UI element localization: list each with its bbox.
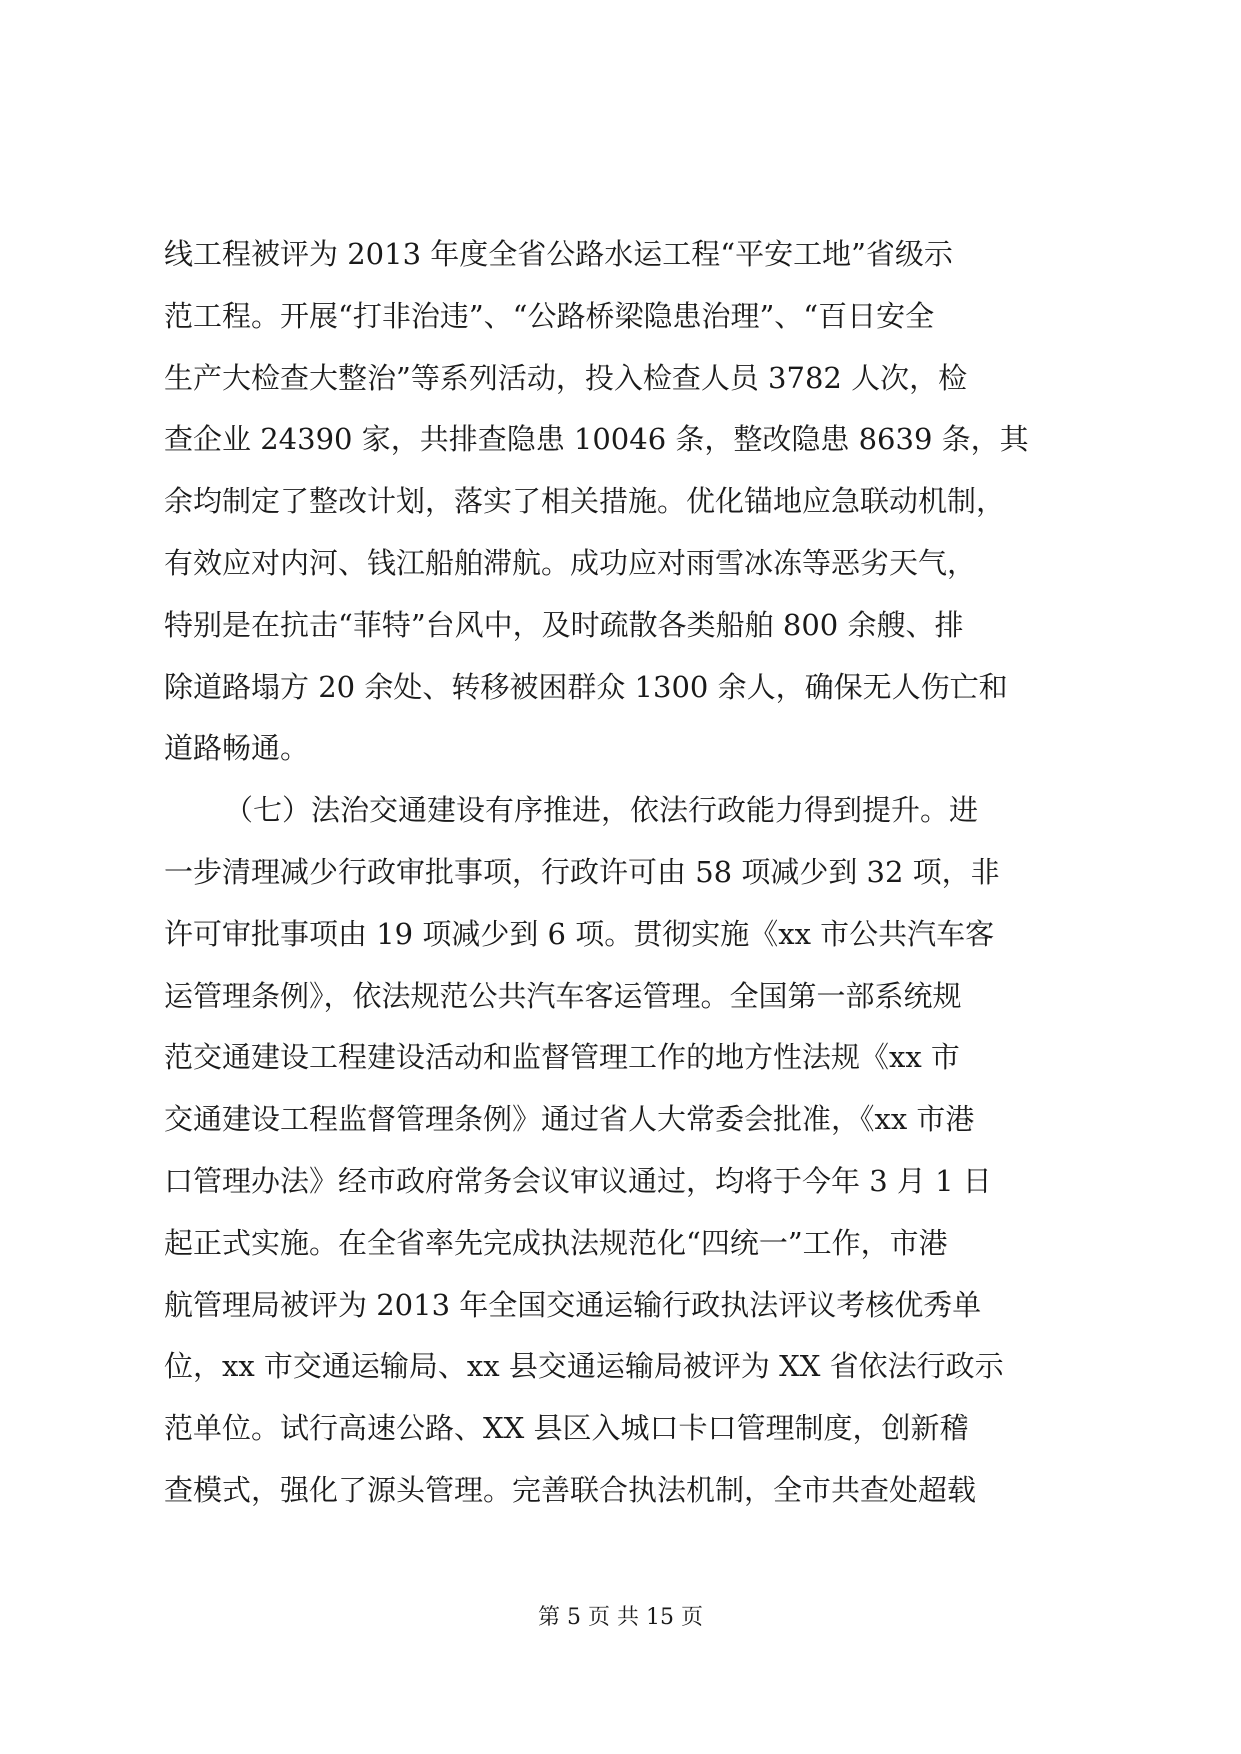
text-line [164,1460,1094,1522]
text-line [164,1027,1094,1089]
text-line-content: 生产大检查大整治”等系列活动，投入检查人员 3782 人次，检 [164,360,968,395]
text-line-content: 道路畅通。 [164,731,310,766]
text-line [164,657,1094,719]
text-line-content: 航管理局被评为 2013 年全国交通运输行政执法评议考核优秀单 [164,1287,982,1322]
text-line-content: 位，xx 市交通运输局、xx 县交通运输局被评为 XX 省依法行政示 [164,1349,1004,1384]
text-line [164,471,1094,533]
text-line [164,1151,1094,1213]
text-line-content: 交通建设工程监督管理条例》通过省人大常委会批准，《xx 市港 [164,1102,975,1137]
text-line [164,224,1094,286]
text-line [164,842,1094,904]
text-line-content: 一步清理减少行政审批事项，行政许可由 58 项减少到 32 项，非 [164,854,1000,889]
text-line-content: 许可审批事项由 19 项减少到 6 项。贯彻实施《xx 市公共汽车客 [164,916,995,951]
text-line [164,286,1094,348]
text-line [164,1213,1094,1275]
text-line [164,533,1094,595]
text-line [164,1398,1094,1460]
text-line [164,1275,1094,1337]
text-line-content: 运管理条例》，依法规范公共汽车客运管理。全国第一部系统规 [164,978,962,1013]
text-line-content: 查模式，强化了源头管理。完善联合执法机制，全市共查处超载 [164,1472,977,1507]
text-line-content: 查企业 24390 家，共排查隐患 10046 条，整改隐患 8639 条，其 [164,422,1029,457]
section-heading-line [164,780,1094,842]
text-line [164,1336,1094,1398]
text-line [164,718,1094,780]
text-line-content: 范单位。试行高速公路、XX 县区入城口卡口管理制度，创新稽 [164,1411,969,1446]
text-line [164,904,1094,966]
text-line-content: 有效应对内河、钱江船舶滞航。成功应对雨雪冰冻等恶劣天气， [164,545,977,580]
text-line [164,348,1094,410]
text-line-content: 范交通建设工程建设活动和监督管理工作的地方性法规《xx 市 [164,1040,960,1075]
text-line-content: 除道路塌方 20 余处、转移被困群众 1300 余人，确保无人伤亡和 [164,669,1008,704]
text-line [164,595,1094,657]
text-line-content: 范工程。开展“打非治违”、“公路桥梁隐患治理”、“百日安全 [164,298,935,333]
text-line [164,409,1094,471]
text-line-content: 特别是在抗击“菲特”台风中，及时疏散各类船舶 800 余艘、排 [164,607,964,642]
document-body [164,224,1094,1522]
text-line-content: 起正式实施。在全省率先完成执法规范化“四统一”工作，市港 [164,1225,948,1260]
text-line-content: 余均制定了整改计划，落实了相关措施。优化锚地应急联动机制， [164,484,1006,519]
text-line-content: 线工程被评为 2013 年度全省公路水运工程“平安工地”省级示 [164,237,953,271]
text-line [164,1089,1094,1151]
text-line [164,966,1094,1028]
section-heading: （七）法治交通建设有序推进，依法行政能力得到提升。进 [224,793,979,828]
page-number-indicator: 第 5 页 共 15 页 [538,1605,703,1630]
text-line-content: 口管理办法》经市政府常务会议审议通过，均将于今年 3 月 1 日 [164,1163,992,1198]
page-footer [0,1600,1241,1631]
